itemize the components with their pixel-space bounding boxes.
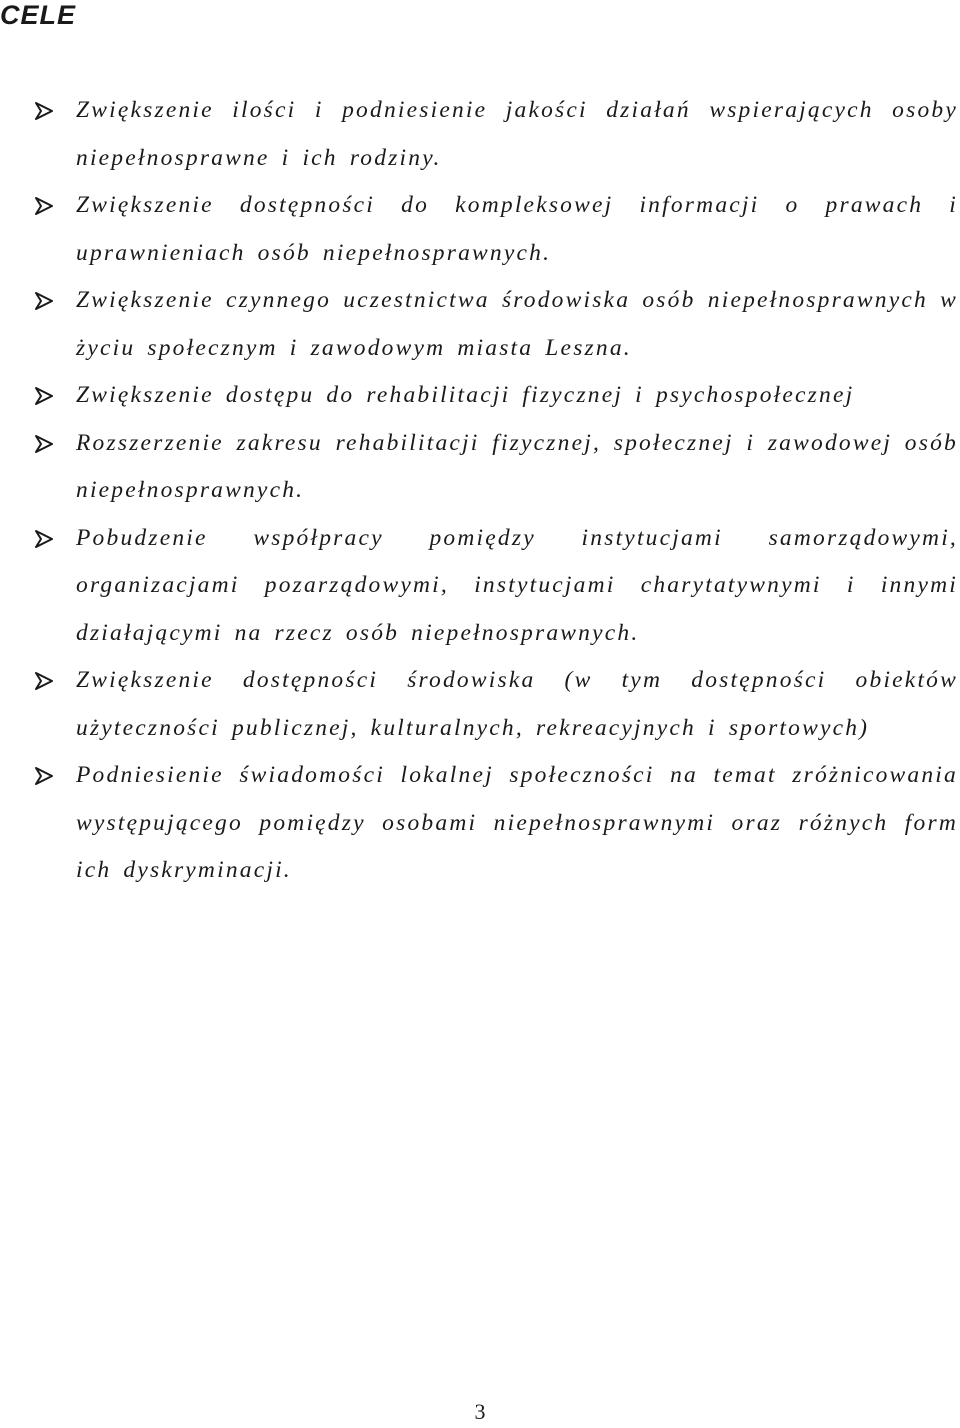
- goal-text: Rozszerzenie zakresu rehabilitacji fizycznej, społecznej i zawodowej osób niepełnosprawnych.: [76, 429, 958, 503]
- page-number: 3: [474, 1399, 486, 1424]
- goal-item: [0, 182, 958, 277]
- goal-text: Podniesienie świadomości lokalnej społeczności na temat zróżnicowania występującego pomiędzy osobami niepełnosprawnymi oraz różnych form ich dyskryminacji.: [76, 762, 958, 883]
- goal-text: Zwiększenie dostępności środowiska (w tym dostępności obiektów użyteczności publicznej, kulturalnych, rekreacyjnych i sportowych): [76, 667, 958, 741]
- goal-item: [0, 420, 958, 515]
- arrowhead-bullet-icon: [34, 766, 54, 786]
- goal-text: Zwiększenie czynnego uczestnictwa środowiska osób niepełnosprawnych w życiu społecznym i zawodowym miasta Leszna.: [76, 287, 958, 361]
- goal-item: [0, 372, 958, 420]
- arrowhead-bullet-icon: [34, 434, 54, 454]
- goal-item: [0, 657, 958, 752]
- goal-text: Zwiększenie dostępności do kompleksowej informacji o prawach i uprawnieniach osób niepełnosprawnych.: [76, 192, 958, 266]
- arrowhead-bullet-icon: [34, 101, 54, 121]
- goal-item: [0, 277, 958, 372]
- arrowhead-bullet-icon: [34, 291, 54, 311]
- goal-item: [0, 752, 958, 895]
- goal-text: Pobudzenie współpracy pomiędzy instytucjami samorządowymi, organizacjami pozarządowymi, instytucjami charytatywnymi i innymi działającymi na rzecz osób niepełnosprawnych.: [76, 524, 958, 646]
- arrowhead-bullet-icon: [34, 196, 54, 216]
- goal-item: [0, 515, 958, 658]
- goal-item: [0, 87, 958, 182]
- arrowhead-bullet-icon: [34, 529, 54, 549]
- arrowhead-bullet-icon: [34, 386, 54, 406]
- goals-list: [0, 87, 958, 895]
- arrowhead-bullet-icon: [34, 671, 54, 691]
- goal-text: Zwiększenie dostępu do rehabilitacji fizycznej i psychospołecznej: [76, 382, 855, 408]
- page-heading: CELE: [0, 0, 77, 30]
- goal-text: Zwiększenie ilości i podniesienie jakości działań wspierających osoby niepełnosprawne i ich rodziny.: [76, 97, 958, 171]
